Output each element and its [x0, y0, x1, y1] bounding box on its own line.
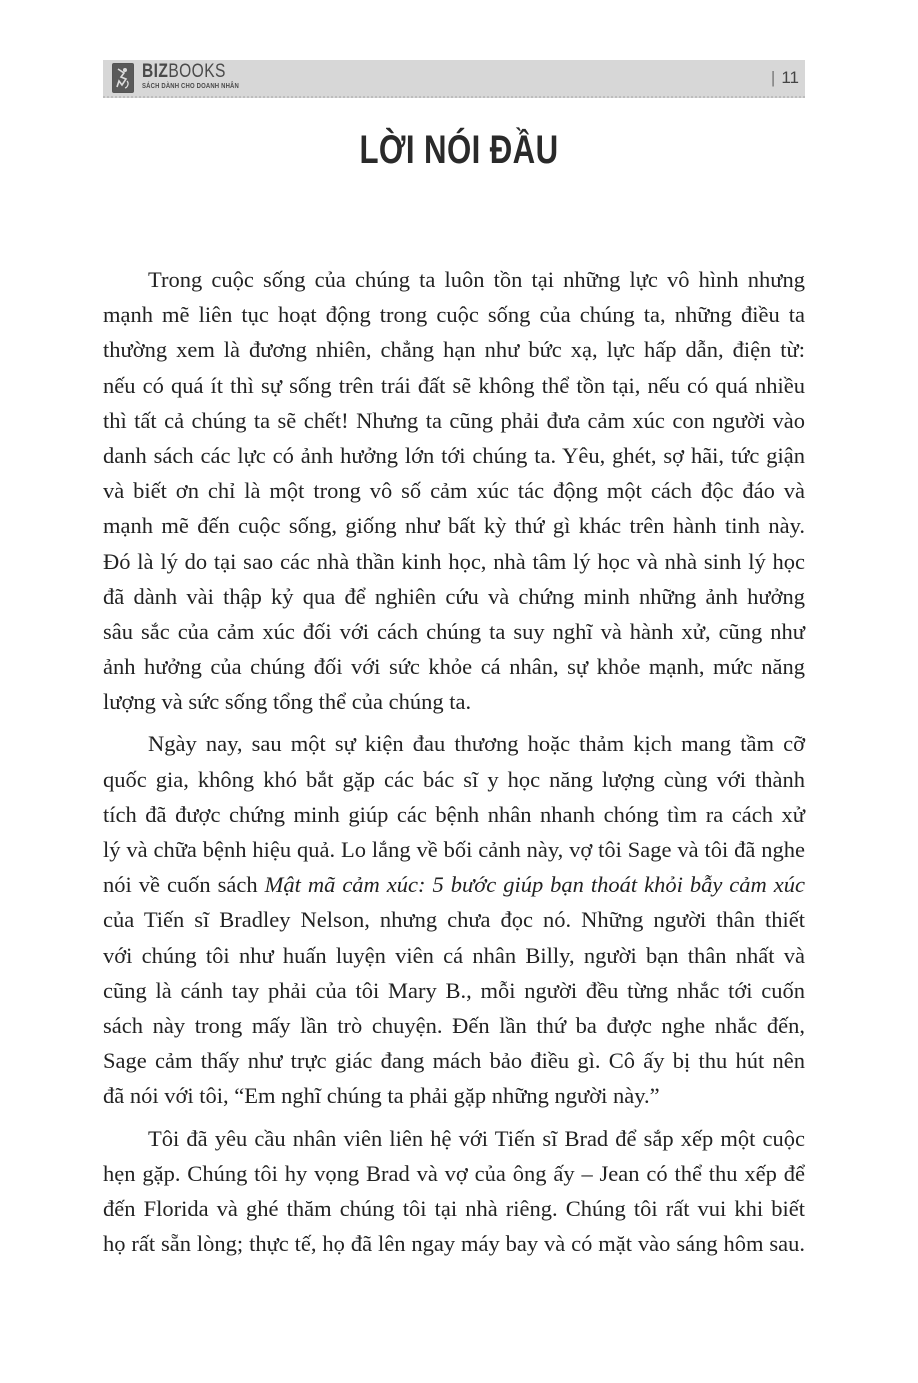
text-line: đã dành vài thập kỷ qua để nghiên cứu và chứng minh những ảnh hưởng — [103, 583, 805, 609]
text-line: Sage cảm thấy như trực giác đang mách bảo điều gì. Cô ấy bị thu hút nên — [103, 1048, 805, 1074]
text-line-with-book-title — [103, 867, 805, 902]
running-header — [103, 60, 805, 98]
page-number — [771, 68, 799, 88]
text-line: Đó là lý do tại sao các nhà thần kinh học, nhà tâm lý học và nhà sinh lý học — [103, 548, 805, 574]
text-line: Trong cuộc sống của chúng ta luôn tồn tại những lực vô hình nhưng — [148, 267, 805, 292]
page-number-value: 11 — [781, 68, 799, 87]
text-line: sách này trong mấy lần trò chuyện. Đến lần thứ ba được nghe nhắc đến, — [103, 1012, 805, 1038]
text-line: quốc gia, không khó bắt gặp các bác sĩ y học năng lượng cùng với thành — [103, 766, 805, 792]
text-line: họ rất sẵn lòng; thực tế, họ đã lên ngay máy bay và có mặt vào sáng hôm sau. — [103, 1231, 805, 1257]
paragraph-1 — [103, 262, 805, 719]
text-line: mạnh mẽ đến cuộc sống, giống như bất kỳ thứ gì khác trên hành tinh này. — [103, 513, 805, 539]
text-line: Ngày nay, sau một sự kiện đau thương hoặc thảm kịch mang tầm cỡ — [148, 731, 805, 757]
page-number-separator: | — [770, 68, 776, 87]
text-line: đến Florida và ghé thăm chúng tôi tại nhà riêng. Chúng tôi rất vui khi biết — [103, 1195, 805, 1221]
text-line: mạnh mẽ liên tục hoạt động trong cuộc sống của chúng ta, những điều ta — [103, 302, 805, 328]
paragraph-3 — [103, 1121, 805, 1262]
brand-logo — [142, 62, 256, 92]
text-line: tích đã được chứng minh giúp các bệnh nhân nhanh chóng tìm ra cách xử — [103, 801, 805, 827]
body-text — [103, 262, 805, 1268]
text-line: của Tiến sĩ Bradley Nelson, nhưng chưa đọc nó. Những người thân thiết — [103, 907, 805, 933]
brand-name: BIZBOOKS — [142, 61, 226, 82]
book-title: Mật mã cảm xúc: 5 bước giúp bạn thoát khỏi bẫy cảm xúc — [264, 872, 805, 898]
text-line: với chúng tôi như huấn luyện viên cá nhân Billy, người bạn thân nhất và — [103, 942, 805, 968]
brand-tagline: SÁCH DÀNH CHO DOANH NHÂN — [142, 83, 239, 90]
text-line: danh sách các lực có ảnh hưởng lớn tới chúng ta. Yêu, ghét, sợ hãi, tức giận — [103, 442, 805, 468]
text-fragment: nói về cuốn sách — [103, 872, 265, 898]
text-line: đã nói với tôi, “Em nghĩ chúng ta phải gặp những người này.” — [103, 1083, 660, 1109]
text-line: lý và chữa bệnh hiệu quả. Lo lắng về bối cảnh này, vợ tôi Sage và tôi đã nghe — [103, 837, 805, 862]
text-line: ảnh hưởng của chúng đối với sức khỏe cá nhân, sự khỏe mạnh, mức năng — [103, 654, 805, 680]
chapter-title: LỜI NÓI ĐẦU — [359, 128, 559, 172]
paragraph-2 — [103, 726, 805, 1113]
bizbooks-logo-icon — [112, 63, 134, 93]
text-line: thường xem là đương nhiên, chẳng hạn như bức xạ, lực hấp dẫn, điện từ: — [103, 337, 805, 363]
text-line: hẹn gặp. Chúng tôi hy vọng Brad và vợ của ông ấy – Jean có thể thu xếp để — [103, 1160, 805, 1186]
text-line: Tôi đã yêu cầu nhân viên liên hệ với Tiến sĩ Brad để sắp xếp một cuộc — [148, 1125, 805, 1151]
text-line: sâu sắc của cảm xúc đối với cách chúng ta suy nghĩ và hành xử, cũng như — [103, 618, 805, 644]
text-line: lượng và sức sống tổng thể của chúng ta. — [103, 689, 472, 715]
text-line: và biết ơn chỉ là một trong vô số cảm xúc tác động một cách độc đáo và — [103, 478, 805, 504]
text-line: nếu có quá ít thì sự sống trên trái đất sẽ không thể tồn tại, nếu có quá nhiều — [103, 372, 805, 398]
text-line: thì tất cả chúng ta sẽ chết! Nhưng ta cũng phải đưa cảm xúc con người vào — [103, 407, 805, 433]
text-line: cũng là cánh tay phải của tôi Mary B., mỗi người đều từng nhắc tới cuốn — [103, 977, 805, 1003]
